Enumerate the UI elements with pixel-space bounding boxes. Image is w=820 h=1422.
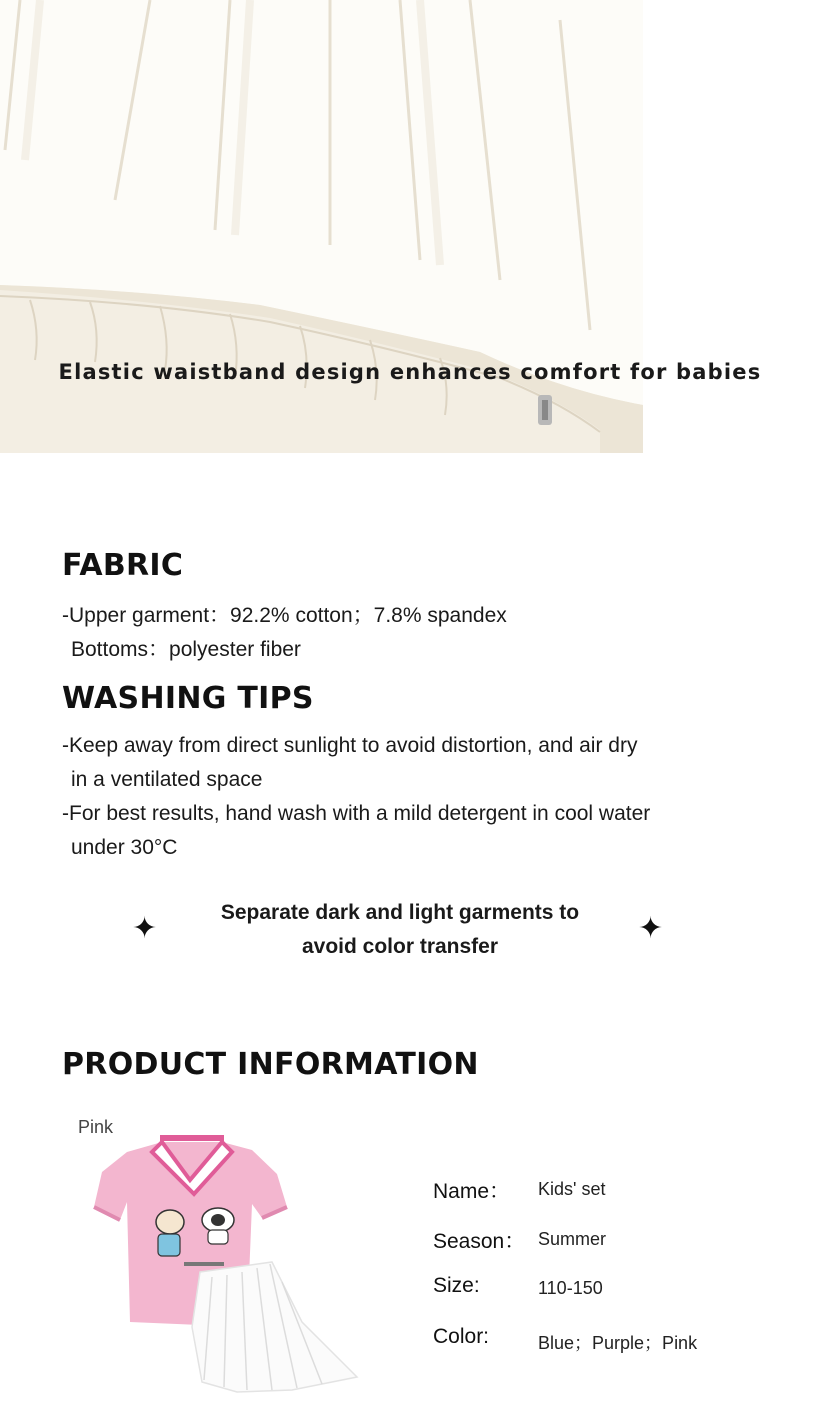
info-label-color: Color: [433, 1325, 490, 1348]
note-line-1: Separate dark and light garments to [220, 901, 580, 924]
hero-caption: Elastic waistband design enhances comfort for babies [58, 360, 762, 384]
product-set-image [72, 1112, 382, 1402]
waistband-illustration [0, 0, 643, 453]
info-label-size: Size: [433, 1274, 480, 1297]
info-label-name: Name： [433, 1180, 511, 1203]
washing-tips-heading: WASHING TIPS [62, 681, 314, 716]
info-label-season: Season： [433, 1230, 526, 1253]
washing-tip-1-line-2: in a ventilated space [71, 768, 263, 791]
info-value-color: Blue；Purple；Pink [538, 1333, 698, 1353]
product-image-color-label: Pink [78, 1117, 114, 1137]
info-row-size [433, 1274, 773, 1304]
info-value-season: Summer [538, 1229, 607, 1249]
color-separation-note [180, 896, 620, 964]
sparkle-right-icon: ✦ [638, 912, 664, 945]
fabric-heading: FABRIC [62, 548, 184, 583]
product-info-heading: PRODUCT INFORMATION [62, 1047, 479, 1082]
washing-tip-2-line-2: under 30°C [71, 836, 178, 859]
washing-tip-1-line-1: -Keep away from direct sunlight to avoid distortion, and air dry [62, 734, 638, 757]
info-value-size: 110-150 [538, 1278, 603, 1298]
skirt-waistband-photo [0, 0, 762, 453]
info-value-name: Kids' set [538, 1179, 606, 1199]
sparkle-left-icon: ✦ [132, 912, 158, 945]
fabric-upper-garment: -Upper garment：92.2% cotton；7.8% spandex [62, 604, 507, 627]
info-row-season [433, 1225, 773, 1255]
info-row-color [433, 1325, 773, 1355]
washing-tip-2-line-1: -For best results, hand wash with a mild detergent in cool water [62, 802, 651, 825]
info-row-name [433, 1175, 773, 1205]
note-line-2: avoid color transfer [301, 935, 499, 958]
fabric-bottoms: Bottoms：polyester fiber [71, 638, 301, 661]
